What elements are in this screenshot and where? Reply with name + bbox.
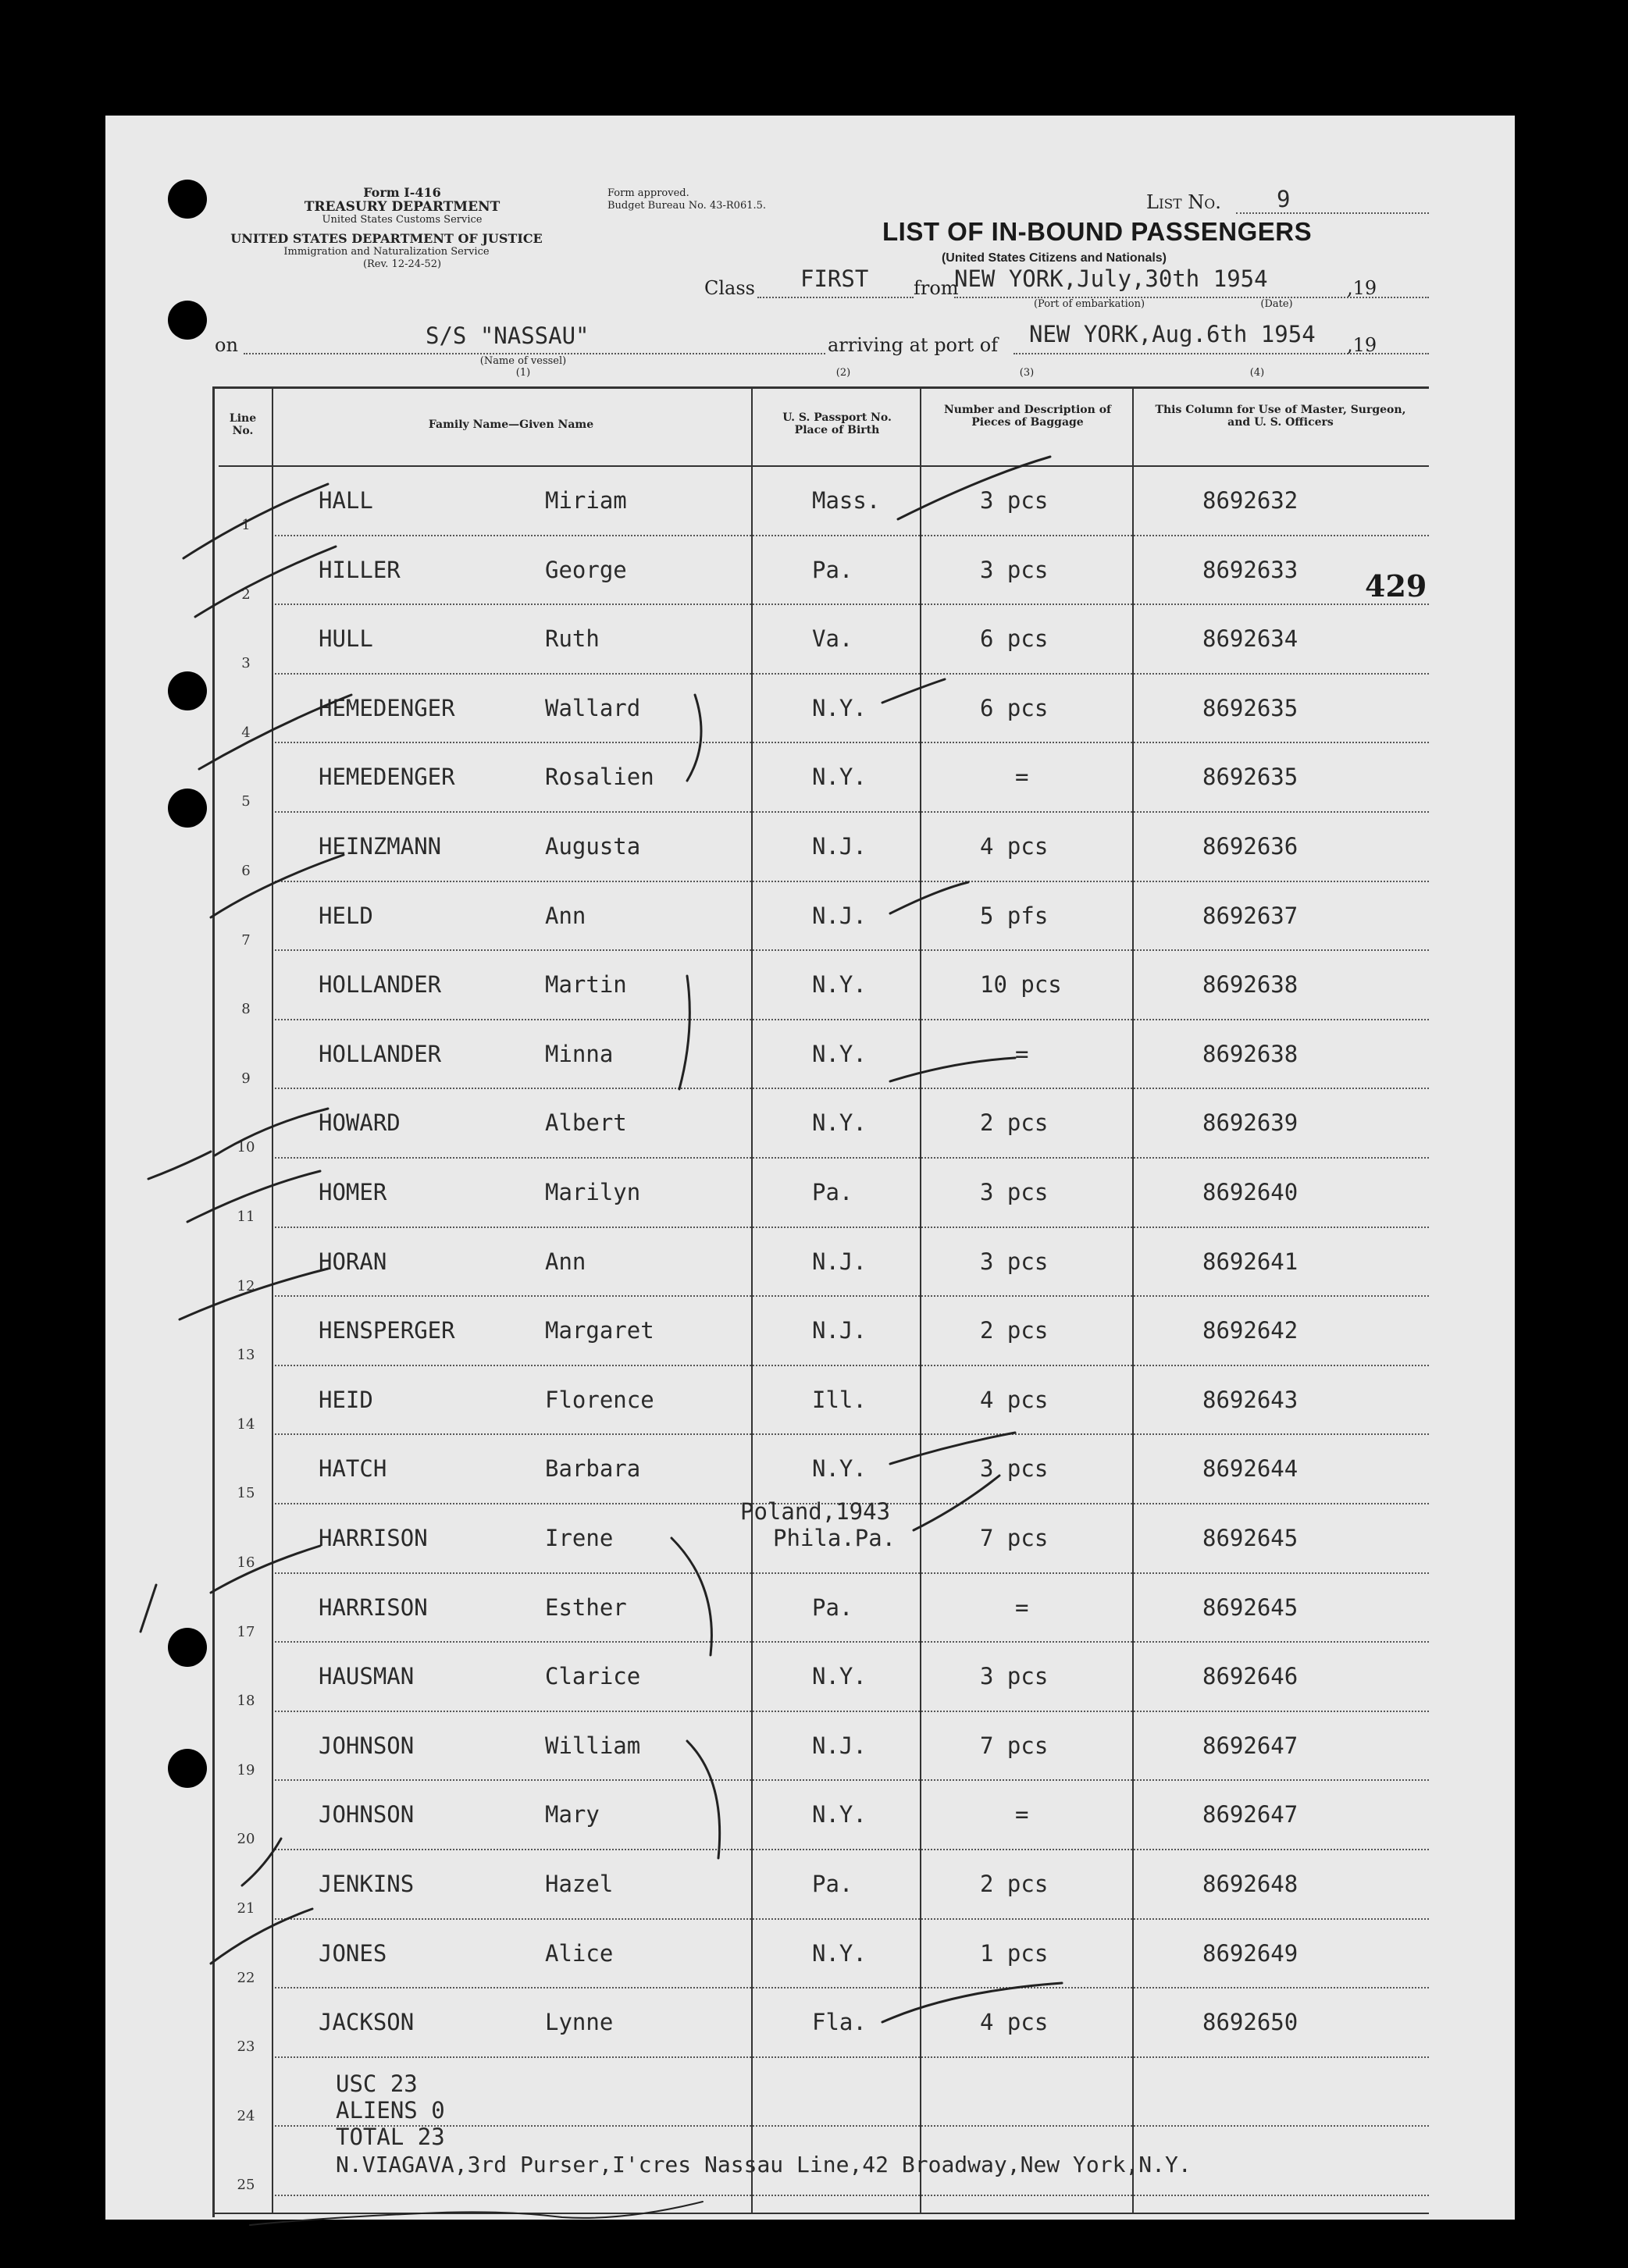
family-name: HULL [319, 625, 373, 653]
summary-total: TOTAL 23 [336, 2124, 445, 2150]
given-name: Ann [545, 1248, 586, 1275]
baggage-description: 4 pcs [980, 1386, 1049, 1413]
summary-usc: USC 23 [336, 2070, 418, 2097]
treasury-department: TREASURY DEPARTMENT [304, 199, 501, 215]
given-name: Augusta [545, 833, 641, 860]
purser-signature-line: N.VIAGAVA,3rd Purser,I'cres Nassau Line,42 Broadway,New York,N.Y. [336, 2152, 1192, 2177]
row-divider [275, 1157, 1429, 1159]
line-number: 10 [237, 1139, 255, 1156]
column-header-line: Line No. [229, 412, 257, 437]
row-divider [275, 2125, 1429, 2127]
list-number-line [1236, 212, 1429, 214]
line-number: 5 [241, 793, 251, 810]
table-left-border [212, 386, 215, 2217]
family-name: HORAN [319, 1248, 387, 1275]
officer-reference-number: 8692632 [1202, 487, 1298, 514]
line-number: 2 [241, 586, 251, 603]
budget-bureau: Budget Bureau No. 43-R061.5. [607, 200, 767, 212]
line-number: 20 [237, 1831, 255, 1848]
summary-aliens: ALIENS 0 [336, 2097, 445, 2124]
binder-hole [168, 671, 207, 710]
family-name: HALL [319, 487, 373, 514]
customs-service: United States Customs Service [322, 214, 483, 226]
vessel-column-number: (1) [515, 367, 531, 379]
row-divider [275, 535, 1429, 536]
place-of-birth: N.Y. [812, 1109, 867, 1137]
officer-reference-number: 8692650 [1202, 2009, 1298, 2036]
line-number: 22 [237, 1969, 255, 1986]
baggage-description: 2 pcs [980, 1871, 1049, 1897]
table-top-border [212, 386, 1429, 389]
given-name: Rosalien [545, 764, 654, 791]
family-name: HOWARD [319, 1109, 401, 1137]
family-name: HENSPERGER [319, 1317, 455, 1344]
row-divider [275, 742, 1429, 743]
baggage-description: 3 pcs [980, 1179, 1049, 1205]
line-number: 1 [241, 517, 251, 533]
baggage-description: 2 pcs [980, 1109, 1049, 1137]
baggage-description: 10 pcs [980, 971, 1062, 999]
officer-reference-number: 8692646 [1202, 1663, 1298, 1690]
baggage-description: 7 pcs [980, 1525, 1049, 1551]
line-number: 4 [241, 724, 251, 741]
page-subtitle: (United States Citizens and Nationals) [941, 251, 1167, 265]
line-number: 21 [237, 1900, 255, 1917]
given-name: Clarice [545, 1663, 641, 1690]
list-number-value: 9 [1277, 186, 1291, 212]
page-title: LIST OF IN-BOUND PASSENGERS [882, 217, 1313, 246]
place-of-birth: N.J. [812, 902, 867, 929]
row-divider [275, 1433, 1429, 1435]
vessel-caption: (Name of vessel) [479, 355, 567, 367]
family-name: JENKINS [319, 1871, 415, 1897]
place-of-birth: N.Y. [812, 1455, 867, 1483]
row-divider [275, 1227, 1429, 1228]
given-name: Wallard [545, 694, 641, 721]
given-name: George [545, 556, 627, 583]
year-suffix: ,19 [1347, 277, 1377, 299]
given-name: Ann [545, 902, 586, 929]
line-number: 25 [237, 2177, 255, 2194]
line-number: 3 [241, 655, 251, 672]
place-of-birth: Pa. [812, 1871, 853, 1897]
list-number-label: List No. [1146, 191, 1221, 213]
officer-reference-number: 8692640 [1202, 1179, 1298, 1205]
baggage-description: 3 pcs [980, 1455, 1049, 1483]
officer-reference-number: 8692638 [1202, 971, 1298, 999]
on-label: on [215, 334, 238, 356]
row-divider [275, 1295, 1429, 1297]
place-of-birth: Ill. [812, 1386, 867, 1413]
officer-reference-number: 8692636 [1202, 833, 1298, 860]
family-name: JACKSON [319, 2009, 415, 2036]
family-name: HEINZMANN [319, 833, 442, 860]
row-divider [275, 673, 1429, 675]
year-suffix-arrival: ,19 [1347, 334, 1377, 356]
officer-reference-number: 8692648 [1202, 1871, 1298, 1897]
officer-reference-number: 8692635 [1202, 764, 1298, 791]
officer-reference-number: 8692638 [1202, 1040, 1298, 1067]
place-of-birth: N.Y. [812, 1801, 867, 1828]
column-header-passport: U. S. Passport No. Place of Birth [782, 411, 892, 436]
ins-service: Immigration and Naturalization Service [283, 246, 490, 258]
given-name: Minna [545, 1040, 614, 1067]
baggage-description: 2 pcs [980, 1317, 1049, 1344]
binder-hole [168, 180, 207, 219]
officer-reference-number: 8692633 [1202, 556, 1298, 583]
row-divider [275, 1779, 1429, 1781]
row-divider [275, 881, 1429, 882]
family-name: HAUSMAN [319, 1663, 415, 1690]
baggage-description: 3 pcs [980, 556, 1049, 583]
family-name: HEMEDENGER [319, 764, 455, 791]
row-divider [275, 811, 1429, 813]
place-of-birth: N.J. [812, 1248, 867, 1275]
line-number: 11 [237, 1209, 255, 1225]
given-name: Mary [545, 1801, 600, 1828]
line-number: 13 [237, 1347, 255, 1364]
port-embarkation-caption: (Port of embarkation) [1033, 298, 1145, 310]
family-name: HOLLANDER [319, 1040, 442, 1067]
baggage-description: 6 pcs [980, 625, 1049, 653]
from-value: NEW YORK,July,30th 1954 [954, 265, 1268, 292]
line-column-divider [272, 388, 273, 2213]
place-of-birth: N.Y. [812, 1040, 867, 1067]
place-of-birth: Pa. [812, 1179, 853, 1205]
given-name: Hazel [545, 1871, 614, 1897]
place-of-birth: Fla. [812, 2009, 867, 2036]
column-header-baggage: Number and Description of Pieces of Baggage [943, 404, 1112, 429]
officer-reference-number: 8692645 [1202, 1593, 1298, 1621]
vessel-name: S/S "NASSAU" [426, 322, 590, 349]
officer-reference-number: 8692639 [1202, 1109, 1298, 1137]
line-number: 23 [237, 2038, 255, 2056]
class-label: Class [704, 277, 755, 299]
line-number: 18 [237, 1693, 255, 1710]
baggage-description: = [1015, 1040, 1029, 1067]
family-name: HOMER [319, 1179, 387, 1205]
place-of-birth: Phila.Pa. [773, 1525, 896, 1551]
department-of-justice: UNITED STATES DEPARTMENT OF JUSTICE [230, 231, 543, 246]
row-divider [275, 1572, 1429, 1574]
row-divider [275, 1365, 1429, 1366]
baggage-description: 7 pcs [980, 1732, 1049, 1759]
row-divider [275, 1088, 1429, 1089]
family-name: HEID [319, 1386, 373, 1413]
row-divider [275, 1711, 1429, 1712]
row-divider [275, 2056, 1429, 2058]
column-number-4: (4) [1249, 367, 1265, 379]
row-divider [275, 2195, 1429, 2196]
line-number: 15 [237, 1485, 255, 1502]
given-name: Miriam [545, 487, 627, 514]
column-number-2: (2) [835, 367, 851, 379]
baggage-description: 3 pcs [980, 487, 1049, 514]
baggage-description: 4 pcs [980, 833, 1049, 860]
binder-hole [168, 1749, 207, 1788]
baggage-description: 3 pcs [980, 1248, 1049, 1275]
arriving-value: NEW YORK,Aug.6th 1954 [1029, 321, 1316, 347]
line-number: 6 [241, 863, 251, 879]
family-name: HARRISON [319, 1593, 428, 1621]
line-number: 16 [237, 1554, 255, 1571]
column-header-name: Family Name—Given Name [428, 418, 594, 431]
officer-reference-number: 8692637 [1202, 902, 1298, 929]
baggage-description: 4 pcs [980, 2009, 1049, 2036]
given-name: Alice [545, 1939, 614, 1967]
from-label: from [914, 277, 959, 299]
baggage-description: = [1015, 1801, 1029, 1828]
line-number: 9 [241, 1070, 251, 1087]
officer-reference-number: 8692647 [1202, 1732, 1298, 1759]
class-value: FIRST [800, 265, 869, 292]
place-of-birth: Mass. [812, 487, 881, 514]
given-name: Martin [545, 971, 627, 999]
given-name: Irene [545, 1525, 614, 1551]
column-header-officers: This Column for Use of Master, Surgeon, and U. S. Officers [1155, 404, 1406, 429]
column-number-3: (3) [1019, 367, 1035, 379]
baggage-description: 1 pcs [980, 1939, 1049, 1967]
place-of-birth: N.Y. [812, 1663, 867, 1690]
place-of-birth: N.Y. [812, 971, 867, 999]
family-name: JONES [319, 1939, 387, 1967]
baggage-description: 6 pcs [980, 694, 1049, 721]
place-of-birth: Pa. [812, 556, 853, 583]
line-number: 19 [237, 1761, 255, 1778]
given-name: Esther [545, 1593, 627, 1621]
place-of-birth: N.J. [812, 833, 867, 860]
row-divider [275, 1019, 1429, 1020]
given-name: Marilyn [545, 1179, 641, 1205]
family-name: JOHNSON [319, 1801, 415, 1828]
family-name: HARRISON [319, 1525, 428, 1551]
form-number: Form I-416 [363, 185, 441, 200]
binder-hole [168, 789, 207, 828]
row-divider [275, 603, 1429, 605]
place-of-birth: N.J. [812, 1317, 867, 1344]
officer-reference-number: 8692643 [1202, 1386, 1298, 1413]
given-name: William [545, 1732, 641, 1759]
row-divider [275, 1849, 1429, 1850]
binder-hole [168, 301, 207, 340]
place-of-birth-note: Poland,1943 [740, 1498, 891, 1525]
line-number: 14 [237, 1415, 255, 1433]
place-of-birth: Va. [812, 625, 853, 653]
officer-reference-number: 8692641 [1202, 1248, 1298, 1275]
place-of-birth: N.Y. [812, 1939, 867, 1967]
officer-reference-number: 8692634 [1202, 625, 1298, 653]
page-stamp-number: 429 [1365, 568, 1427, 603]
baggage-description: 3 pcs [980, 1663, 1049, 1690]
family-name: HILLER [319, 556, 401, 583]
given-name: Lynne [545, 2009, 614, 2036]
officer-reference-number: 8692647 [1202, 1801, 1298, 1828]
given-name: Florence [545, 1386, 654, 1413]
family-name: JOHNSON [319, 1732, 415, 1759]
baggage-column-divider [1132, 388, 1134, 2213]
family-name: HELD [319, 902, 373, 929]
line-number: 24 [237, 2107, 255, 2124]
line-number: 17 [237, 1623, 255, 1640]
binder-hole [168, 1628, 207, 1667]
place-of-birth: N.J. [812, 1732, 867, 1759]
place-of-birth: Pa. [812, 1593, 853, 1621]
place-of-birth: N.Y. [812, 694, 867, 721]
baggage-description: = [1015, 764, 1029, 791]
baggage-description: = [1015, 1593, 1029, 1621]
header-bottom-rule [219, 465, 1429, 467]
row-divider [275, 1918, 1429, 1920]
line-number: 7 [241, 931, 251, 949]
given-name: Margaret [545, 1317, 654, 1344]
revision-date: (Rev. 12-24-52) [362, 258, 442, 270]
row-divider [275, 1641, 1429, 1643]
family-name: HEMEDENGER [319, 694, 455, 721]
form-approved: Form approved. [607, 187, 689, 199]
officer-reference-number: 8692644 [1202, 1455, 1298, 1483]
given-name: Barbara [545, 1455, 641, 1483]
line-number: 12 [237, 1277, 255, 1294]
officer-reference-number: 8692642 [1202, 1317, 1298, 1344]
line-number: 8 [241, 1001, 251, 1018]
given-name: Albert [545, 1109, 627, 1137]
officer-reference-number: 8692635 [1202, 694, 1298, 721]
officer-reference-number: 8692645 [1202, 1525, 1298, 1551]
given-name: Ruth [545, 625, 600, 653]
row-divider [275, 1987, 1429, 1989]
family-name: HOLLANDER [319, 971, 442, 999]
class-line [757, 297, 914, 298]
baggage-description: 5 pfs [980, 902, 1049, 929]
vessel-line [244, 353, 825, 354]
table-bottom-border [212, 2213, 1429, 2214]
name-column-divider [751, 388, 753, 2213]
officer-reference-number: 8692649 [1202, 1939, 1298, 1967]
row-divider [275, 949, 1429, 951]
passport-column-divider [920, 388, 921, 2213]
family-name: HATCH [319, 1455, 387, 1483]
date-caption: (Date) [1260, 298, 1293, 310]
arriving-label: arriving at port of [828, 334, 999, 356]
place-of-birth: N.Y. [812, 764, 867, 791]
